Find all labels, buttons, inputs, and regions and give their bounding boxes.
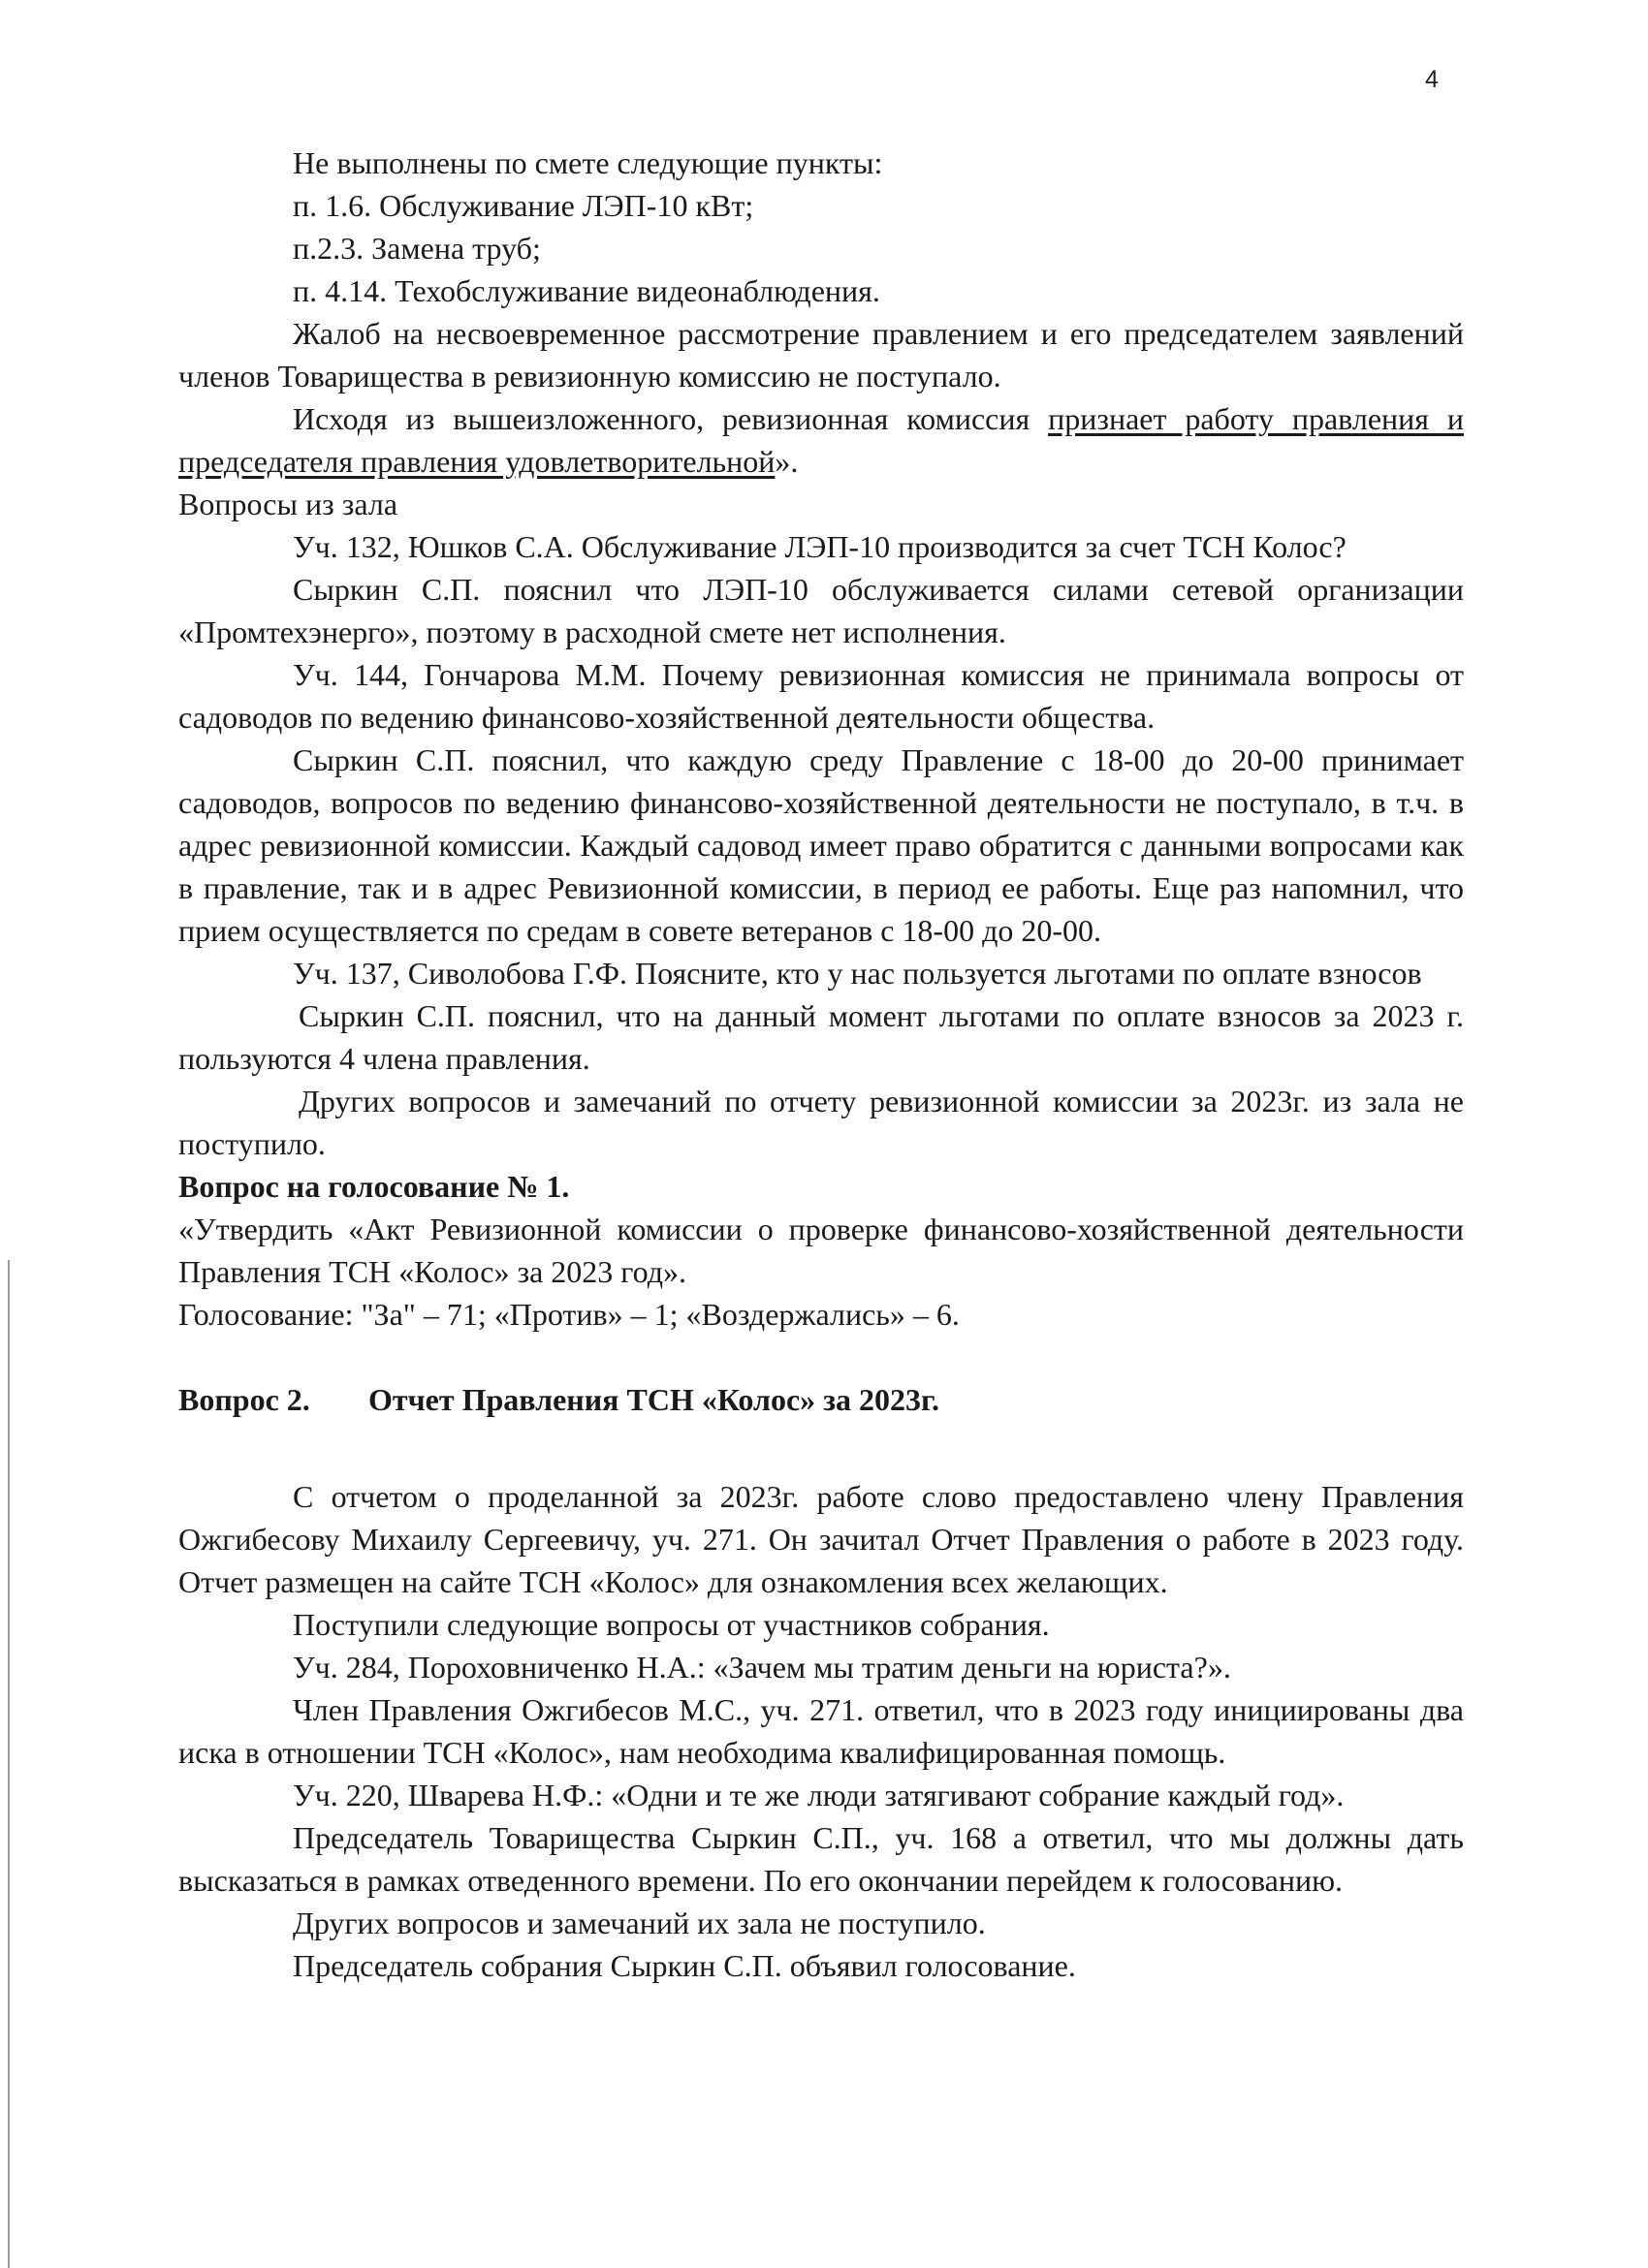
scan-edge-line	[8, 1260, 10, 2268]
answer-paragraph: Член Правления Ожгибесов М.С., уч. 271. ответил, что в 2023 году инициированы два иска в отношении ТСН «Колос», нам необходима квалифицированная помощь.	[178, 1692, 1464, 1770]
conclusion-underlined: признает работу правления и председателя правления удовлетворительной	[178, 401, 1464, 479]
answer-paragraph: Сыркин С.П. пояснил, что каждую среду Правление с 18-00 до 20-00 принимает садоводов, вопросов по ведению финансово-хозяйственной деятельности не поступало, в т.ч. в адрес ревизионной комиссии. Каждый садовод имеет право обратится с данными вопросами как в правление, так и в адрес Ревизионной комиссии, в период ее работы. Еще раз напомнил, что прием осуществляется по средам в совете ветеранов с 18-00 до 20-00.	[178, 742, 1464, 948]
conclusion-pre: Исходя из вышеизложенного, ревизионная комиссия	[293, 401, 1049, 436]
report-paragraph: С отчетом о проделанной за 2023г. работе слово предоставлено члену Правления Ожгибесову Михаилу Сергеевичу, уч. 271. Он зачитал Отчет Правления о работе в 2023 году. Отчет размещен на сайте ТСН «Колос» для ознакомления всех желающих.	[178, 1479, 1464, 1599]
question-paragraph: Уч. 137, Сиволобова Г.Ф. Поясните, кто у нас пользуется льготами по оплате взносов	[293, 956, 1422, 991]
document-body	[178, 142, 1464, 1987]
spacer	[178, 1421, 1464, 1475]
section-title: Отчет Правления ТСН «Колос» за 2023г.	[368, 1382, 939, 1417]
section-label: Вопрос 2.	[178, 1382, 310, 1417]
list-item: п. 1.6. Обслуживание ЛЭП-10 кВт;	[293, 188, 754, 223]
list-item: п.2.3. Замена труб;	[293, 231, 541, 266]
question-paragraph: Уч. 284, Пороховниченко Н.А.: «Зачем мы тратим деньги на юриста?».	[293, 1650, 1231, 1685]
spacer	[178, 1336, 1464, 1378]
list-item: п. 4.14. Техобслуживание видеонаблюдения.	[293, 273, 880, 308]
question-paragraph: Уч. 220, Шварева Н.Ф.: «Одни и те же люди затягивают собрание каждый год».	[293, 1778, 1345, 1812]
vote-announcement: Председатель собрания Сыркин С.П. объявил голосование.	[293, 1948, 1076, 1983]
answer-paragraph: Председатель Товарищества Сыркин С.П., уч. 168 а ответил, что мы должны дать высказаться в рамках отведенного времени. По его окончании перейдем к голосованию.	[178, 1820, 1464, 1898]
no-more-questions: Других вопросов и замечаний по отчету ревизионной комиссии за 2023г. из зала не поступило.	[178, 1084, 1464, 1161]
question-paragraph: Уч. 132, Юшков С.А. Обслуживание ЛЭП-10 производится за счет ТСН Колос?	[293, 529, 1347, 564]
page-number: 4	[1425, 66, 1439, 93]
question-paragraph: Уч. 144, Гончарова М.М. Почему ревизионная комиссия не принимала вопросы от садоводов по ведению финансово-хозяйственной деятельности общества.	[178, 657, 1464, 735]
answer-paragraph: Сыркин С.П. пояснил, что на данный момент льготами по оплате взносов за 2023 г. пользуются 4 члена правления.	[178, 998, 1464, 1076]
vote-result: Голосование: "За" – 71; «Против» – 1; «Воздержались» – 6.	[178, 1297, 960, 1332]
answer-paragraph: Сыркин С.П. пояснил что ЛЭП-10 обслуживается силами сетевой организации «Промтехэнерго», поэтому в расходной смете нет исполнения.	[178, 572, 1464, 649]
section-heading	[178, 1378, 1464, 1421]
no-more-questions: Других вопросов и замечаний их зала не поступило.	[293, 1906, 986, 1940]
conclusion-post: ».	[775, 444, 799, 479]
not-done-intro: Не выполнены по смете следующие пункты:	[293, 145, 883, 180]
conclusion-paragraph	[178, 397, 1464, 483]
vote-text: «Утвердить «Акт Ревизионной комиссии о проверке финансово-хозяйственной деятельности Правления ТСН «Колос» за 2023 год».	[178, 1212, 1464, 1289]
complaints-paragraph: Жалоб на несвоевременное рассмотрение правлением и его председателем заявлений членов Товарищества в ревизионную комиссию не поступало.	[178, 316, 1464, 394]
questions-intro: Поступили следующие вопросы от участников собрания.	[293, 1607, 1050, 1642]
vote-title: Вопрос на голосование № 1.	[178, 1169, 570, 1204]
questions-header: Вопросы из зала	[178, 487, 398, 521]
